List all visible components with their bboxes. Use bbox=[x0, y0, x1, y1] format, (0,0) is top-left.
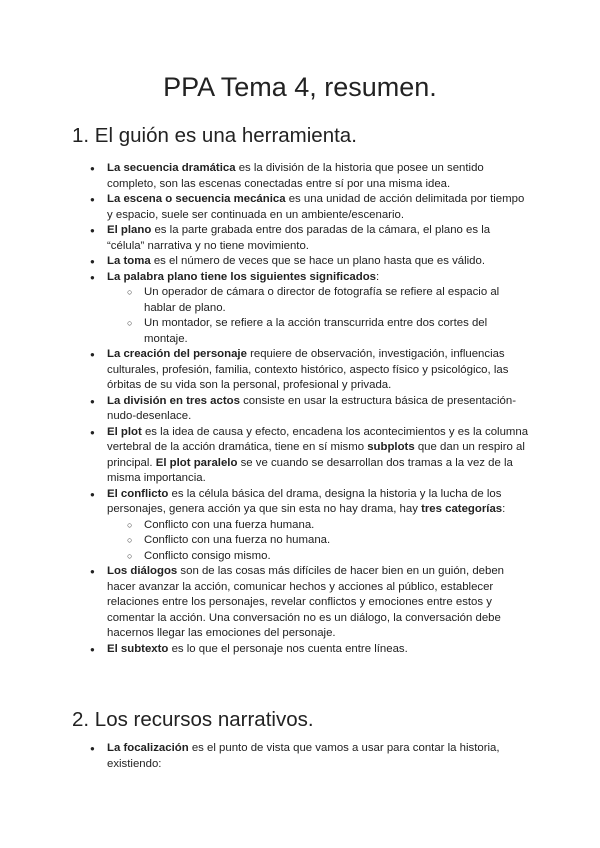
bullet-item bbox=[90, 161, 530, 192]
bullet-item bbox=[90, 394, 530, 425]
sub-bullet-item: ○ Conflicto consigo mismo. bbox=[107, 549, 530, 565]
bullet-item bbox=[90, 564, 530, 642]
bold-term: La escena o secuencia mecánica bbox=[107, 193, 286, 205]
bullet-item bbox=[90, 254, 530, 270]
sub-bullet-list bbox=[107, 518, 530, 565]
bold-term: La toma bbox=[107, 255, 151, 267]
bullet-text: que dan un respiro al principal. bbox=[107, 441, 525, 469]
bullet-item bbox=[90, 425, 530, 487]
bullet-item bbox=[90, 487, 530, 565]
bullet-text: es una unidad de acción delimitada por tiempo y espacio, suele ser continuada en un ambiente/escenario. bbox=[107, 193, 525, 221]
section-1-bullet-list bbox=[90, 161, 530, 657]
bullet-text: se ve cuando se desarrollan dos tramas a la vez de la misma importancia. bbox=[107, 456, 513, 484]
bullet-text: es la división de la historia que posee un sentido completo, son las escenas conectadas entre sí por una misma idea. bbox=[107, 162, 484, 190]
bold-term: La focalización bbox=[107, 742, 189, 754]
section-heading-1: 1. El guión es una herramienta. bbox=[72, 124, 357, 147]
bullet-item bbox=[90, 347, 530, 394]
bullet-text: requiere de observación, investigación, influencias culturales, profesión, familia, contexto histórico, aspecto físico y psicológico, las órbitas de su vida son la personal, profesional y privada. bbox=[107, 348, 509, 391]
bullet-text: es el número de veces que se hace un plano hasta que es válido. bbox=[150, 255, 486, 267]
sub-bullet-item: ○ Conflicto con una fuerza no humana. bbox=[107, 533, 530, 549]
bullet-item bbox=[90, 192, 530, 223]
bold-term: El plot paralelo bbox=[155, 456, 238, 469]
bold-term: subplots bbox=[367, 441, 415, 453]
bullet-text: es la idea de causa y efecto, encadena los acontecimientos y es la columna vertebral de la acción dramática, tiene en sí mismo bbox=[107, 425, 529, 453]
sub-bullet-item: ○ Conflicto con una fuerza humana. bbox=[107, 518, 530, 534]
bullet-text: consiste en usar la estructura básica de presentación-nudo-desenlace. bbox=[107, 394, 516, 422]
bullet-item bbox=[90, 741, 530, 772]
bold-term: La secuencia dramática bbox=[107, 162, 236, 174]
bold-term: El plot bbox=[107, 425, 142, 438]
bullet-text: es el punto de vista que vamos a usar para contar la historia, existiendo: bbox=[107, 742, 500, 770]
bold-term: Los diálogos bbox=[107, 565, 178, 577]
bullet-text: son de las cosas más difíciles de hacer bien en un guión, deben hacer avanzar la acción, comunicar hechos y acciones al público, establecer relaciones entre los personajes, revelar conflictos y emociones entre estos y comentar la acción. Una conversación no es un diálogo, la conversación debe hacernos llegar las emociones del personaje. bbox=[107, 565, 504, 639]
bullet-item bbox=[90, 270, 530, 348]
bullet-text: es la célula básica del drama, designa la historia y la lucha de los personajes, genera acción ya que sin esta no hay drama, hay bbox=[107, 487, 502, 515]
sub-bullet-item: ○ Un montador, se refiere a la acción transcurrida entre dos cortes del montaje. bbox=[107, 316, 530, 347]
bullet-text: : bbox=[376, 270, 380, 283]
bullet-text: es lo que el personaje nos cuenta entre líneas. bbox=[168, 642, 408, 655]
section-heading-2: 2. Los recursos narrativos. bbox=[72, 708, 314, 731]
bold-term: El subtexto bbox=[107, 642, 169, 655]
bold-term: La creación del personaje bbox=[107, 348, 247, 360]
bullet-text: : bbox=[502, 503, 506, 515]
bold-term: tres categorías bbox=[421, 503, 503, 515]
document-title: PPA Tema 4, resumen. bbox=[163, 72, 437, 102]
bullet-item bbox=[90, 223, 530, 254]
bold-term: La división en tres actos bbox=[107, 394, 240, 407]
bold-term: El plano bbox=[107, 224, 152, 236]
bullet-item bbox=[90, 642, 530, 658]
bold-term: La palabra plano tiene los siguientes significados bbox=[107, 270, 377, 283]
sub-bullet-list bbox=[107, 285, 530, 347]
bold-term: El conflicto bbox=[107, 487, 169, 500]
bullet-text: es la parte grabada entre dos paradas de la cámara, el plano es la “célula” narrativa y no tiene movimiento. bbox=[107, 224, 491, 252]
section-2-bullet-list bbox=[90, 741, 530, 772]
sub-bullet-item: ○ Un operador de cámara o director de fotografía se refiere al espacio al hablar de plano. bbox=[107, 285, 530, 316]
